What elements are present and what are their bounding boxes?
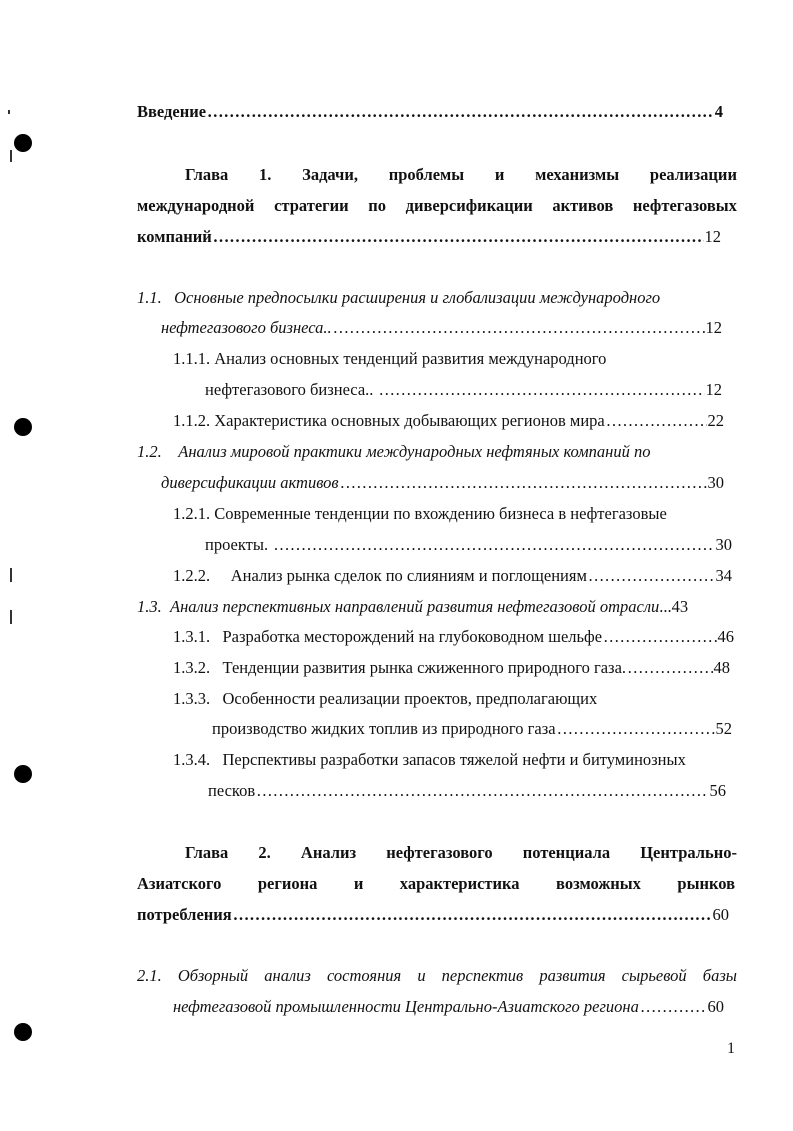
margin-mark <box>10 610 12 624</box>
margin-mark <box>10 568 12 582</box>
toc-1-1-1-line2: нефтегазового бизнеса.. ……………………………………………………………………………………………………………………………………………………………… 12 <box>205 379 722 401</box>
toc-1-3-1: 1.3.1. Разработка месторождений на глубоководном шельфе ……………………………………………………………………………………………………………………………………………………………… 46 <box>173 626 734 648</box>
chapter1-line2: международной стратегии по диверсификации активов нефтегазовых <box>137 196 737 215</box>
toc-intro <box>137 101 723 123</box>
toc-intro-title: Введение <box>137 102 207 121</box>
binder-hole-1 <box>14 134 32 152</box>
toc-1-3-4-line1: 1.3.4. Перспективы разработки запасов тяжелой нефти и битуминозных <box>173 750 686 769</box>
toc-1-1-1-line1: 1.1.1. Анализ основных тенденций развития международного <box>173 349 607 368</box>
toc-1-2-line2: диверсификации активов ……………………………………………………………………………………………………………………………………………………………… 30 <box>161 472 724 494</box>
margin-mark <box>10 150 12 162</box>
toc-1-3-2: 1.3.2. Тенденции развития рынка сжиженного природного газа. ……………………………………………………………………………………………………………………………………………………………… 48 <box>173 657 730 679</box>
toc-intro-page: 4 <box>714 102 723 121</box>
binder-hole-2 <box>14 418 32 436</box>
toc-1-3-3-line1: 1.3.3. Особенности реализации проектов, предполагающих <box>173 689 598 708</box>
toc-1-1-2: 1.1.2. Характеристика основных добывающих регионов мира ……………………………………………………………………………………………………………………………………………………………… 22 <box>173 410 724 432</box>
toc-1-3-3-line2: производство жидких топлив из природного газа ……………………………………………………………………………………………………………………………………………………………… 52 <box>212 718 732 740</box>
toc-1-2-2: 1.2.2. Анализ рынка сделок по слияниям и поглощениям ……………………………………………………………………………………………………………………………………………………………… 34 <box>173 565 732 587</box>
toc-1-3: 1.3. Анализ перспективных направлений развития нефтегазовой отрасли ... 43 <box>137 597 689 616</box>
binder-hole-3 <box>14 765 32 783</box>
toc-1-2-1-line2: проекты. ……………………………………………………………………………………………………………………………………………………………… 30 <box>205 534 732 556</box>
toc-1-1-line2: нефтегазового бизнеса.. ……………………………………………………………………………………………………………………………………………………………… 12 <box>161 317 722 339</box>
toc-2-1-line1: 2.1. Обзорный анализ состояния и перспектив развития сырьевой базы <box>137 966 737 985</box>
chapter1-line1: Глава 1. Задачи, проблемы и механизмы реализации <box>185 165 737 184</box>
chapter2-page: 60 <box>712 905 729 924</box>
chapter1-page: 12 <box>704 227 721 246</box>
toc-1-2-1-line1: 1.2.1. Современные тенденции по вхождению бизнеса в нефтегазовые <box>173 504 667 523</box>
chapter1-line3: компаний ……………………………………………………………………………………………………………………………………………………………… 12 <box>137 226 721 248</box>
toc-1-3-4-line2: песков ……………………………………………………………………………………………………………………………………………………………… 56 <box>208 780 726 802</box>
binder-hole-4 <box>14 1023 32 1041</box>
chapter2-line2: Азиатского региона и характеристика возможных рынков <box>137 874 735 893</box>
toc-1-1-line1: 1.1. Основные предпосылки расширения и глобализации международного <box>137 288 661 307</box>
margin-mark <box>8 110 10 114</box>
page-number: 1 <box>727 1040 735 1057</box>
toc-1-2-line1: 1.2. Анализ мировой практики международных нефтяных компаний по <box>137 442 651 461</box>
chapter2-line3: потребления ……………………………………………………………………………………………………………………………………………………………… 60 <box>137 904 729 926</box>
chapter2-line1: Глава 2. Анализ нефтегазового потенциала Центрально- <box>185 843 737 862</box>
toc-2-1-line2: нефтегазовой промышленности Центрально-Азиатского региона ……………………………………………………………………………………………………………………………………………………………… 60 <box>173 996 724 1018</box>
